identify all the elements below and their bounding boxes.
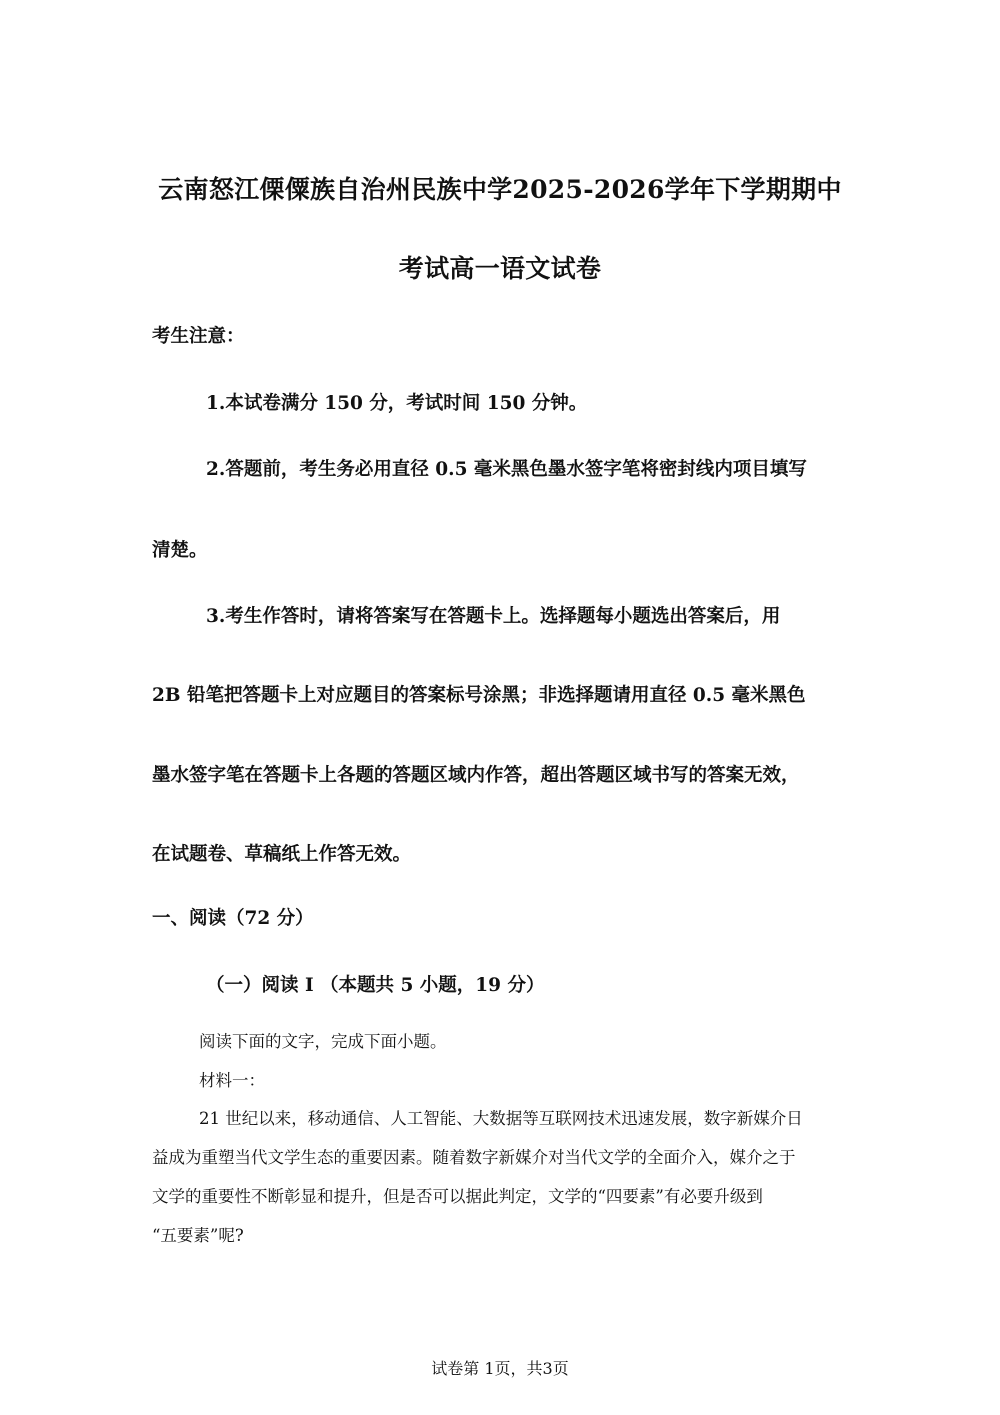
section-1-heading: 一、阅读（72 分） (152, 908, 314, 929)
notice-item-3-line-3: 墨水签字笔在答题卡上各题的答题区域内作答，超出答题区域书写的答案无效， (152, 765, 800, 786)
notice-item-3-line-4: 在试题卷、草稿纸上作答无效。 (152, 844, 412, 865)
notice-item-1: 1.本试卷满分 150 分，考试时间 150 分钟。 (206, 393, 588, 414)
section-1-sub-heading: （一）阅读 I （本题共 5 小题，19 分） (206, 975, 545, 996)
notice-item-3-line-2: 2B 铅笔把答题卡上对应题目的答案标号涂黑；非选择题请用直径 0.5 毫米黑色 (152, 685, 806, 706)
exam-title-line-1: 云南怒江傈僳族自治州民族中学2025-2026学年下学期期中 (158, 175, 842, 204)
material-label: 材料一： (199, 1071, 265, 1090)
exam-title-line-2: 考试高一语文试卷 (398, 254, 602, 283)
notice-item-3-line-1: 3.考生作答时，请将答案写在答题卡上。选择题每小题选出答案后，用 (206, 606, 781, 627)
notice-item-2-line-1: 2.答题前，考生务必用直径 0.5 毫米黑色墨水签字笔将密封线内项目填写 (206, 459, 807, 480)
passage-para-1-line-3: 文学的重要性不断彰显和提升，但是否可以据此判定，文学的“四要素”有必要升级到 (152, 1187, 763, 1206)
passage-para-1-line-4: “五要素”呢? (152, 1226, 244, 1245)
notice-heading: 考生注意： (152, 326, 245, 347)
passage-para-1-line-1: 21 世纪以来，移动通信、人工智能、大数据等互联网技术迅速发展，数字新媒介日 (199, 1109, 803, 1128)
notice-item-2-line-2: 清楚。 (152, 540, 208, 561)
page-footer: 试卷第 1页，共3页 (431, 1359, 569, 1378)
passage-para-1-line-2: 益成为重塑当代文学生态的重要因素。随着数字新媒介对当代文学的全面介入，媒介之于 (152, 1148, 796, 1167)
passage-instruction: 阅读下面的文字，完成下面小题。 (199, 1032, 447, 1051)
